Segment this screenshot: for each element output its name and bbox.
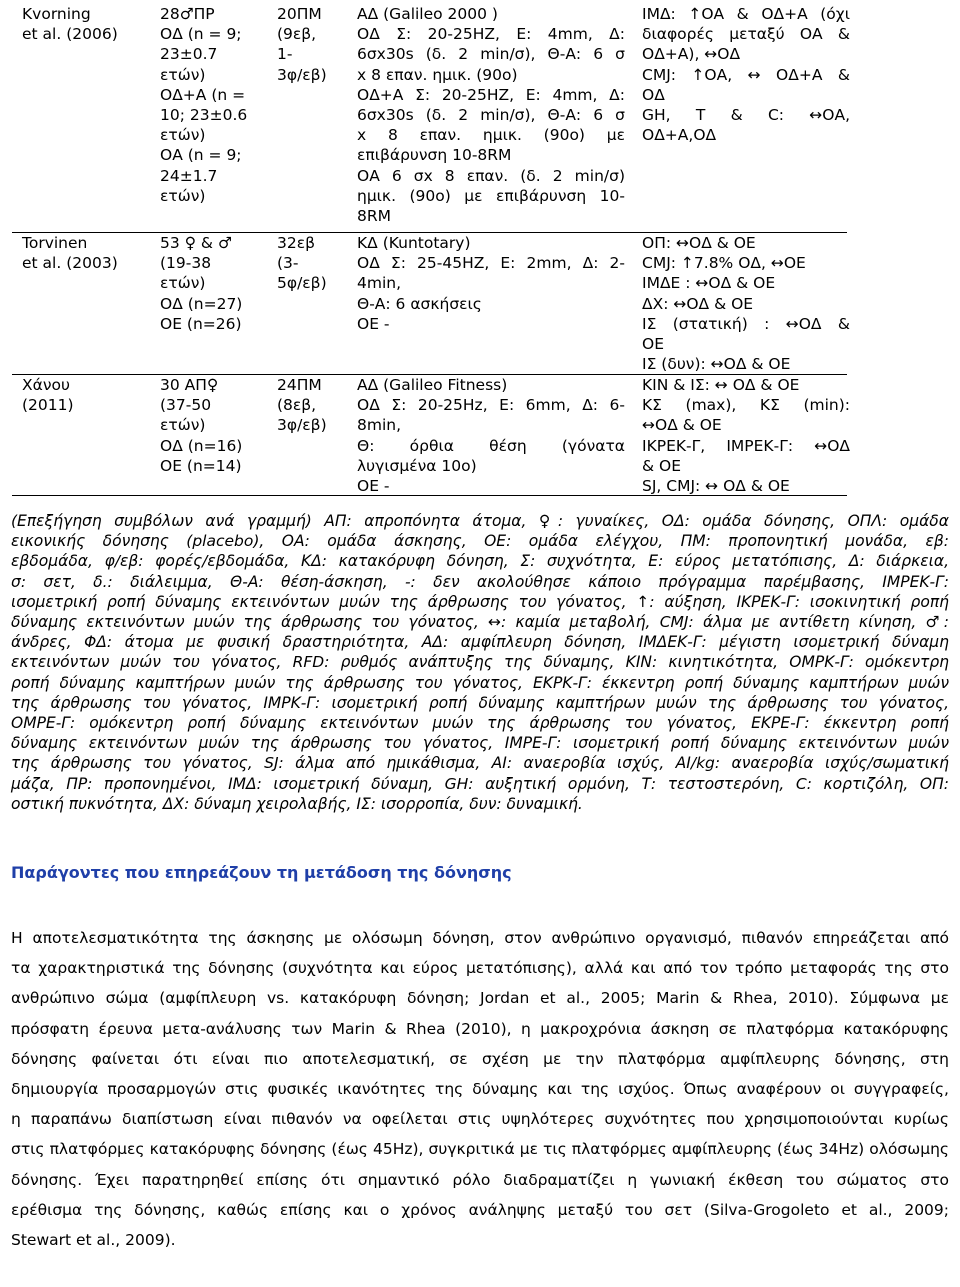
results-table: [12, 4, 850, 496]
sample-cell: 30 ΑΠ♀ (37-50 ετών) ΟΔ (n=16) ΟΕ (n=14): [160, 376, 243, 475]
section-heading: Παράγοντες που επηρεάζουν τη μετάδοση της δόνησης: [11, 863, 512, 882]
body-paragraph: Η αποτελεσματικότητα της άσκησης με ολόσωμη δόνηση, στον ανθρώπινο οργανισμό, πιθανόν επηρεάζεται από τα χαρακτηριστικά της δόνησης (συχνότητα και εύρος μετατόπισης), αλλά και από τον τρόπο μεταφοράς της στο ανθρώπινο σώμα (αμφίπλευρη vs. κατακόρυφη δόνηση; Jordan et al., 2005; Marin & Rhea, 2010). Σύμφωνα με πρόσφατη έρευνα μετα-ανάλυσης των Marin & Rhea (2010), η μακροχρόνια άσκηση σε πλατφόρμα κατακόρυφης δόνησης φαίνεται ότι είναι πιο αποτελεσματική, σε σχέση με την πλατφόρμα αμφίπλευρης δόνησης, στη δημιουργία προσαρμογών στις φυσικές ικανότητες της δύναμης και της ισχύος. Όπως αναφέρουν οι συγγραφείς, η παραπάνω διαπίστωση είναι πιθανόν να οφείλεται στις υψηλότερες συχνότητες που χρησιμοποιούνται κυρίως στις πλατφόρμες κατακόρυφης δόνησης (έως 45Hz), συγκριτικά με τις πλατφόρμες αμφίπλευρης (έως 34Hz) ολόσωμης δόνησης. Έχει παρατηρηθεί επίσης ότι σημαντικό ρόλο διαδραματίζει η γωνιακή έκθεση του σώματος στο ερέθισμα της δόνησης, καθώς επίσης και ο χρόνος ανάληψης μεταξύ του σετ (Silva-Grogoleto et al., 2009; Stewart et al., 2009).: [11, 929, 949, 1250]
sample-cell: 28♂ΠΡ ΟΔ (n = 9; 23±0.7 ετών) ΟΔ+Α (n = 10; 23±0.6 ετών) ΟΑ (n = 9; 24±1.7 ετών): [160, 5, 248, 205]
protocol-cell: ΚΔ (Kuntotary) ΟΔ Σ: 25-45ΗΖ, Ε: 2mm, Δ: 2- 4min, Θ-Α: 6 ασκήσεις ΟΕ -: [357, 234, 625, 333]
table-row: [12, 233, 850, 375]
results-cell: ΙΜΔ: ↑ΟΑ & ΟΔ+Α (όχι διαφορές μεταξύ ΟΑ & ΟΔ+Α), ↔ΟΔ CMJ: ↑ΟΑ, ↔ ΟΔ+Α & ΟΔ GH, Τ & C: ↔ΟΑ, ΟΔ+Α,ΟΔ: [642, 5, 850, 145]
protocol-cell: ΑΔ (Galileo Fitness) ΟΔ Σ: 20-25Ηz, Ε: 6mm, Δ: 6- 8min, Θ: όρθια θέση (γόνατα λυγισμένα 10ο) ΟΕ -: [357, 376, 625, 496]
study-cell: Kvorning et al. (2006): [22, 5, 118, 44]
duration-cell: 20ΠΜ (9εβ, 1- 3φ/εβ): [277, 5, 327, 84]
table-legend: (Επεξήγηση συμβόλων ανά γραμμή) ΑΠ: απροπόνητα άτομα, ♀: γυναίκες, ΟΔ: ομάδα δόνησης, ΟΠΛ: ομάδα εικονικής δόνησης (placebo), ΟΑ: ομάδα άσκησης, ΟΕ: ομάδα ελέγχου, ΠΜ: προπονητική μονάδα, εβ: εβδομάδα, φ/εβ: φορές/εβδομάδα, ΚΔ: κατακόρυφη δόνηση, Σ: συχνότητα, Ε: εύρος μετατόπισης, Δ: διάρκεια, σ: σετ, δ.: διάλειμμα, Θ-Α: θέση-άσκηση, -: δεν ακολούθησε κάποιο πρόγραμμα παρέμβασης, ΙΜΡΕΚ-Γ: ισομετρική ροπή δύναμης εκτεινόντων μυών της άρθρωσης του γόνατος, ↑: αύξηση, ΙΚΡΕΚ-Γ: ισοκινητική ροπή δύναμης εκτεινόντων μυών της άρθρωσης του γόνατος, ↔: καμία μεταβολή, CMJ: άλμα με αντίθετη κίνηση, ♂: άνδρες, ΦΔ: άτομα με φυσική δραστηριότητα, ΑΔ: αμφίπλευρη δόνηση, ΙΜΔΕΚ-Γ: μέγιστη ισομετρική δύναμη εκτεινόντων μυών του γόνατος, RFD: ρυθμός ανάπτυξης της δύναμης, ΚΙΝ: κινητικότητα, ΟΜΡΚ-Γ: ομόκεντρη ροπή δύναμης καμπτήρων μυών της άρθρωσης του γόνατος, ΕΚΡΚ-Γ: έκκεντρη ροπή δύναμης καμπτήρων μυών της άρθρωσης του γόνατος, ΙΜΡΚ-Γ: ισομετρική ροπή δύναμης καμπτήρων μυών της άρθρωσης του γόνατος, ΟΜΡΕ-Γ: ομόκεντρη ροπή δύναμης εκτεινόντων μυών της άρθρωσης του γόνατος, ΕΚΡΕ-Γ: έκκεντρη ροπή δύναμης εκτεινόντων μυών της άρθρωσης του γόνατος, ΙΜΡΕ-Γ: ισομετρική ροπή δύναμης εκτεινόντων μυών της άρθρωσης του γόνατος, SJ: άλμα από ημικάθισμα, ΑΙ: αναεροβία ισχύς, ΑΙ/kg: αναεροβία ισχύς/σωματική μάζα, ΠΡ: προπονημένοι, ΙΜΔ: ισομετρική δύναμη, GH: αυξητική ορμόνη, Τ: τεστοστερόνη, C: κορτιζόλη, ΟΠ: οστική πυκνότητα, ΔΧ: δύναμη χειρολαβής, ΙΣ: ισορροπία, δυν: δυναμική.: [11, 512, 949, 813]
duration-cell: 32εβ (3- 5φ/εβ): [277, 234, 327, 293]
study-cell: Torvinen et al. (2003): [22, 234, 118, 273]
table-row: [12, 375, 850, 496]
duration-cell: 24ΠΜ (8εβ, 3φ/εβ): [277, 376, 327, 435]
results-cell: ΚΙΝ & ΙΣ: ↔ ΟΔ & ΟΕ ΚΣ (max), ΚΣ (min): ↔ΟΔ & ΟΕ ΙΚΡΕΚ-Γ, ΙΜΡΕΚ-Γ: ↔ΟΔ & ΟΕ SJ, CMJ: ↔ ΟΔ & ΟΕ: [642, 376, 850, 496]
sample-cell: 53 ♀ & ♂ (19-38 ετών) ΟΔ (n=27) ΟΕ (n=26): [160, 234, 243, 333]
table-row: [12, 4, 850, 233]
results-cell: ΟΠ: ↔ΟΔ & ΟΕ CMJ: ↑7.8% ΟΔ, ↔ΟΕ ΙΜΔΕ : ↔ΟΔ & ΟΕ ΔΧ: ↔ΟΔ & ΟΕ ΙΣ (στατική) : ↔ΟΔ & ΟΕ ΙΣ (δυν): ↔ΟΔ & ΟΕ: [642, 234, 850, 374]
study-cell: Χάνου (2011): [22, 376, 74, 415]
protocol-cell: ΑΔ (Galileo 2000 ) ΟΔ Σ: 20-25ΗΖ, Ε: 4mm, Δ: 6σx30s (δ. 2 min/σ), Θ-Α: 6 σ x 8 επαν. ημικ. (90ο) ΟΔ+Α Σ: 20-25ΗΖ, Ε: 4mm, Δ: 6σx30s (δ. 2 min/σ), Θ-Α: 6 σ x 8 επαν. ημικ. (90ο) με επιβάρυνση 10-8RM ΟΑ 6 σx 8 επαν. (δ. 2 min/σ) ημικ. (90ο) με επιβάρυνση 10- 8RM: [357, 5, 625, 226]
